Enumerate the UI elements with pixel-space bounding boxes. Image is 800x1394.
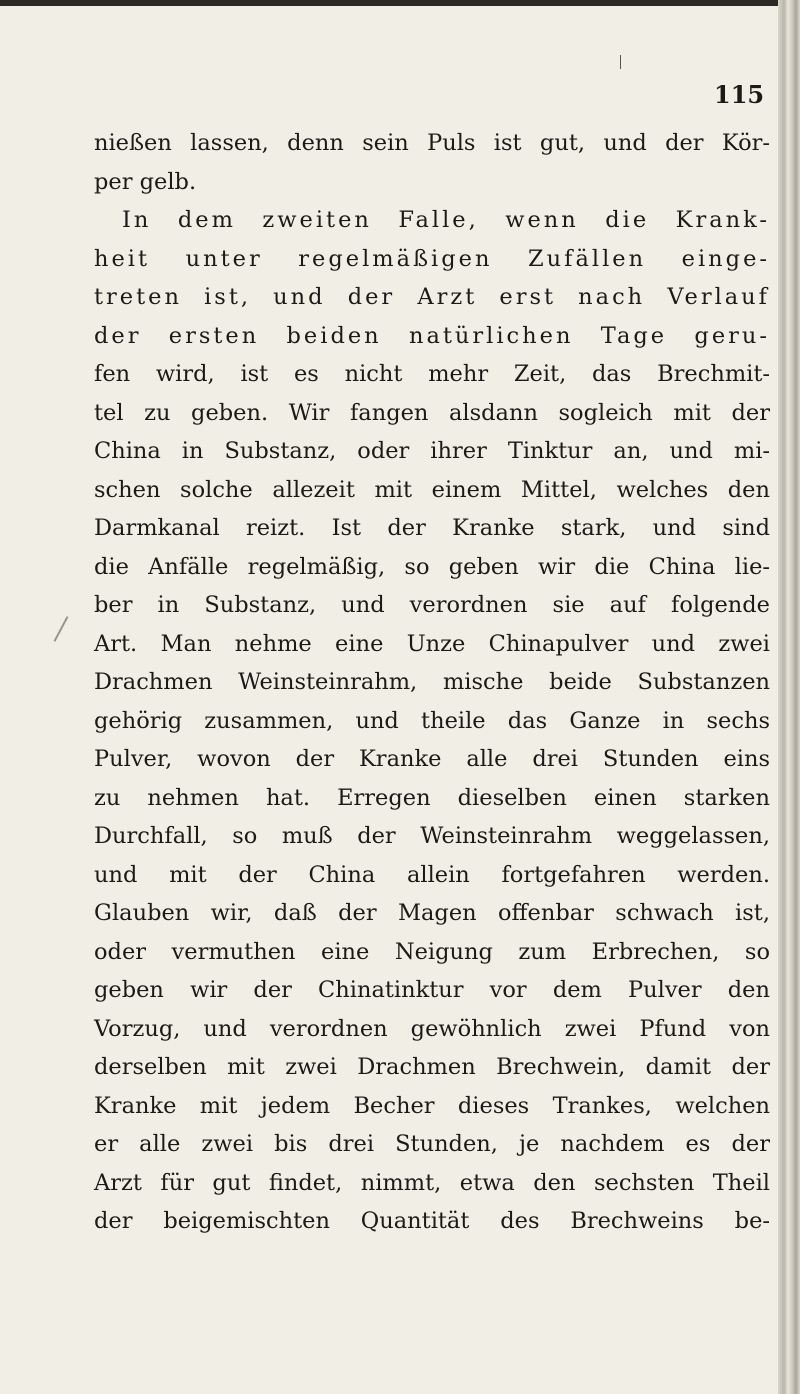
text-line: Vorzug, und verordnen gewöhnlich zwei Pfund von [94,1015,770,1042]
text-line: treten ist, und der Arzt erst nach Verlauf [94,284,770,310]
text-line: nießen lassen, denn sein Puls ist gut, und der Kör- [94,130,770,156]
text-line: der beigemischten Quantität des Brechweins be- [94,1208,770,1234]
text-line: schen solche allezeit mit einem Mittel, welches den [94,476,770,503]
top-border [0,0,800,6]
body-text [94,124,770,1241]
page-number: 115 [714,80,765,109]
text-line: ber in Substanz, und verordnen sie auf folgende [94,592,770,618]
text-line: Art. Man nehme eine Unze Chinapulver und zwei [94,630,770,657]
print-mark [620,55,621,69]
text-line: heit unter regelmäßigen Zufällen einge- [94,245,770,272]
text-line: derselben mit zwei Drachmen Brechwein, damit der [94,1054,770,1080]
text-line: tel zu geben. Wir fangen alsdann sogleich mit der [94,399,770,426]
text-line: In dem zweiten Falle, wenn die Krank- [122,207,770,233]
page-edge [778,0,800,1394]
text-line: und mit der China allein fortgefahren werden. [94,861,770,888]
text-line: Arzt für gut findet, nimmt, etwa den sechsten Theil [94,1169,770,1196]
text-line: Drachmen Weinsteinrahm, mische beide Substanzen [94,669,770,695]
text-line: Kranke mit jedem Becher dieses Trankes, welchen [94,1092,770,1119]
margin-mark [54,616,69,642]
text-line: der ersten beiden natürlichen Tage geru- [94,322,770,349]
text-line: zu nehmen hat. Erregen dieselben einen starken [94,784,770,811]
text-line: per gelb. [94,168,197,195]
text-line: gehörig zusammen, und theile das Ganze in sechs [94,707,770,734]
text-line: Pulver, wovon der Kranke alle drei Stunden eins [94,746,770,772]
text-line: fen wird, ist es nicht mehr Zeit, das Brechmit- [94,361,770,387]
text-line: oder vermuthen eine Neigung zum Erbrechen, so [94,938,770,965]
text-line: er alle zwei bis drei Stunden, je nachdem es der [94,1131,770,1157]
text-line: China in Substanz, oder ihrer Tinktur an, und mi- [94,438,770,464]
text-line: geben wir der Chinatinktur vor dem Pulver den [94,977,770,1003]
text-line: die Anfälle regelmäßig, so geben wir die China lie- [94,553,770,580]
text-line: Glauben wir, daß der Magen offenbar schwach ist, [94,900,770,926]
text-line: Darmkanal reizt. Ist der Kranke stark, und sind [94,515,770,541]
text-line: Durchfall, so muß der Weinsteinrahm weggelassen, [94,823,770,849]
